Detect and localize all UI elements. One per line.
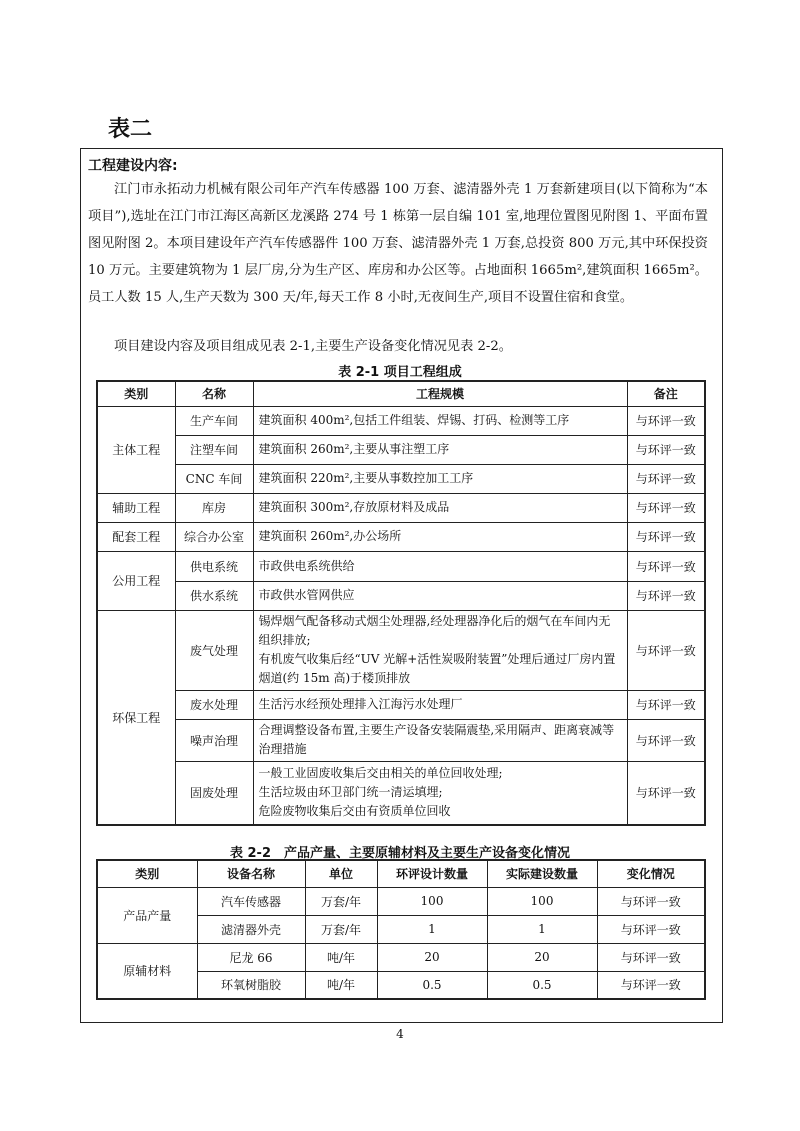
note-cell: 与环评一致 (627, 493, 705, 522)
scale-cell: 建筑面积 260m²,办公场所 (253, 522, 627, 551)
scale-cell: 建筑面积 400m²,包括工件组装、焊锡、打码、检测等工序 (253, 406, 627, 435)
table-row (97, 943, 705, 971)
name-cell: 供水系统 (175, 581, 253, 610)
column-header: 单位 (305, 860, 377, 887)
scale-line: 锡焊烟气配备移动式烟尘处理器,经处理器净化后的烟气在车间内无组织排放; (258, 614, 611, 647)
name-cell: CNC 车间 (175, 464, 253, 493)
scale-line: 危险废物收集后交由有资质单位回收 (258, 804, 451, 819)
scale-cell: 建筑面积 260m²,主要从事注塑工序 (253, 435, 627, 464)
scale-cell: 合理调整设备布置,主要生产设备安装隔震垫,采用隔声、距离衰减等治理措施 (253, 719, 627, 761)
name-cell: 固废处理 (175, 761, 253, 825)
table-row (97, 761, 705, 825)
category-cell: 辅助工程 (97, 493, 175, 522)
intro-paragraph: 江门市永拓动力机械有限公司年产汽车传感器 100 万套、滤清器外壳 1 万套新建项目(以下简称为“本项目”),选址在江门市江海区高新区龙溪路 274 号 1 栋第一层自编 101 室,地理位置图见附图 1、平面布置图见附图 2。本项目建设年产汽车传感器件 100 万套、滤清器外壳 1 万套,总投资 800 万元,其中环保投资 10 万元。主要建筑物为 1 层厂房,分为生产区、库房和办公区等。占地面积 1665m²,建筑面积 1665m²。员工人数 15 人,生产天数为 300 天/年,每天工作 8 小时,无夜间生产,项目不设置住宿和食堂。 (88, 182, 708, 305)
name-cell: 综合办公室 (175, 522, 253, 551)
unit-cell: 吨/年 (305, 971, 377, 999)
section-heading: 工程建设内容: (88, 158, 178, 174)
category-cell: 产品产量 (97, 887, 197, 943)
actual-qty-cell: 1 (487, 915, 597, 943)
actual-qty-cell: 20 (487, 943, 597, 971)
note-cell: 与环评一致 (627, 435, 705, 464)
scale-cell: 市政供电系统供给 (253, 551, 627, 581)
scale-cell: 建筑面积 300m²,存放原材料及成品 (253, 493, 627, 522)
scale-cell (253, 610, 627, 690)
table-row (97, 522, 705, 551)
name-cell: 废气处理 (175, 610, 253, 690)
change-cell: 与环评一致 (597, 915, 705, 943)
scale-line: 一般工业固废收集后交由相关的单位回收处理; (258, 766, 503, 781)
table-row (97, 690, 705, 719)
column-header: 实际建设数量 (487, 860, 597, 887)
unit-cell: 万套/年 (305, 887, 377, 915)
design-qty-cell: 1 (377, 915, 487, 943)
category-cell: 主体工程 (97, 406, 175, 493)
note-cell: 与环评一致 (627, 522, 705, 551)
name-cell: 注塑车间 (175, 435, 253, 464)
table-row (97, 887, 705, 915)
name-cell: 供电系统 (175, 551, 253, 581)
table-header-row (97, 381, 705, 406)
table-row (97, 406, 705, 435)
design-qty-cell: 0.5 (377, 971, 487, 999)
equipment-name-cell: 环氧树脂胶 (197, 971, 305, 999)
category-cell: 原辅材料 (97, 943, 197, 999)
scale-line: 生活垃圾由环卫部门统一清运填埋; (258, 785, 443, 800)
column-header: 工程规模 (253, 381, 627, 406)
design-qty-cell: 100 (377, 887, 487, 915)
note-cell: 与环评一致 (627, 761, 705, 825)
change-cell: 与环评一致 (597, 887, 705, 915)
name-cell: 库房 (175, 493, 253, 522)
column-header: 名称 (175, 381, 253, 406)
table-row (97, 610, 705, 690)
page-number: 4 (396, 1027, 404, 1041)
change-cell: 与环评一致 (597, 971, 705, 999)
design-qty-cell: 20 (377, 943, 487, 971)
table-row (97, 719, 705, 761)
equipment-name-cell: 尼龙 66 (197, 943, 305, 971)
name-cell: 生产车间 (175, 406, 253, 435)
column-header: 环评设计数量 (377, 860, 487, 887)
scale-cell: 建筑面积 220m²,主要从事数控加工工序 (253, 464, 627, 493)
table-row (97, 581, 705, 610)
name-cell: 噪声治理 (175, 719, 253, 761)
scale-cell: 生活污水经预处理排入江海污水处理厂 (253, 690, 627, 719)
table-row (97, 551, 705, 581)
production-equipment-table (96, 859, 706, 1000)
change-cell: 与环评一致 (597, 943, 705, 971)
column-header: 类别 (97, 860, 197, 887)
note-cell: 与环评一致 (627, 464, 705, 493)
reference-paragraph: 项目建设内容及项目组成见表 2-1,主要生产设备变化情况见表 2-2。 (114, 339, 512, 354)
page-title: 表二 (108, 117, 153, 142)
name-cell: 废水处理 (175, 690, 253, 719)
category-cell: 公用工程 (97, 551, 175, 610)
column-header: 备注 (627, 381, 705, 406)
category-cell: 配套工程 (97, 522, 175, 551)
equipment-name-cell: 滤清器外壳 (197, 915, 305, 943)
table-row (97, 493, 705, 522)
equipment-name-cell: 汽车传感器 (197, 887, 305, 915)
scale-cell (253, 761, 627, 825)
column-header: 变化情况 (597, 860, 705, 887)
note-cell: 与环评一致 (627, 690, 705, 719)
table-row (97, 464, 705, 493)
column-header: 设备名称 (197, 860, 305, 887)
table2-caption: 表 2-2 产品产量、主要原辅材料及主要生产设备变化情况 (229, 846, 570, 861)
category-cell: 环保工程 (97, 610, 175, 825)
table1-caption: 表 2-1 项目工程组成 (338, 365, 462, 380)
note-cell: 与环评一致 (627, 719, 705, 761)
table-row (97, 435, 705, 464)
actual-qty-cell: 0.5 (487, 971, 597, 999)
unit-cell: 吨/年 (305, 943, 377, 971)
project-composition-table (96, 380, 706, 826)
actual-qty-cell: 100 (487, 887, 597, 915)
scale-cell: 市政供水管网供应 (253, 581, 627, 610)
note-cell: 与环评一致 (627, 551, 705, 581)
scale-line: 有机废气收集后经“UV 光解+活性炭吸附装置”处理后通过厂房内置烟道(约 15m 高)于楼顶排放 (258, 652, 616, 685)
unit-cell: 万套/年 (305, 915, 377, 943)
table-header-row (97, 860, 705, 887)
note-cell: 与环评一致 (627, 581, 705, 610)
column-header: 类别 (97, 381, 175, 406)
note-cell: 与环评一致 (627, 610, 705, 690)
note-cell: 与环评一致 (627, 406, 705, 435)
